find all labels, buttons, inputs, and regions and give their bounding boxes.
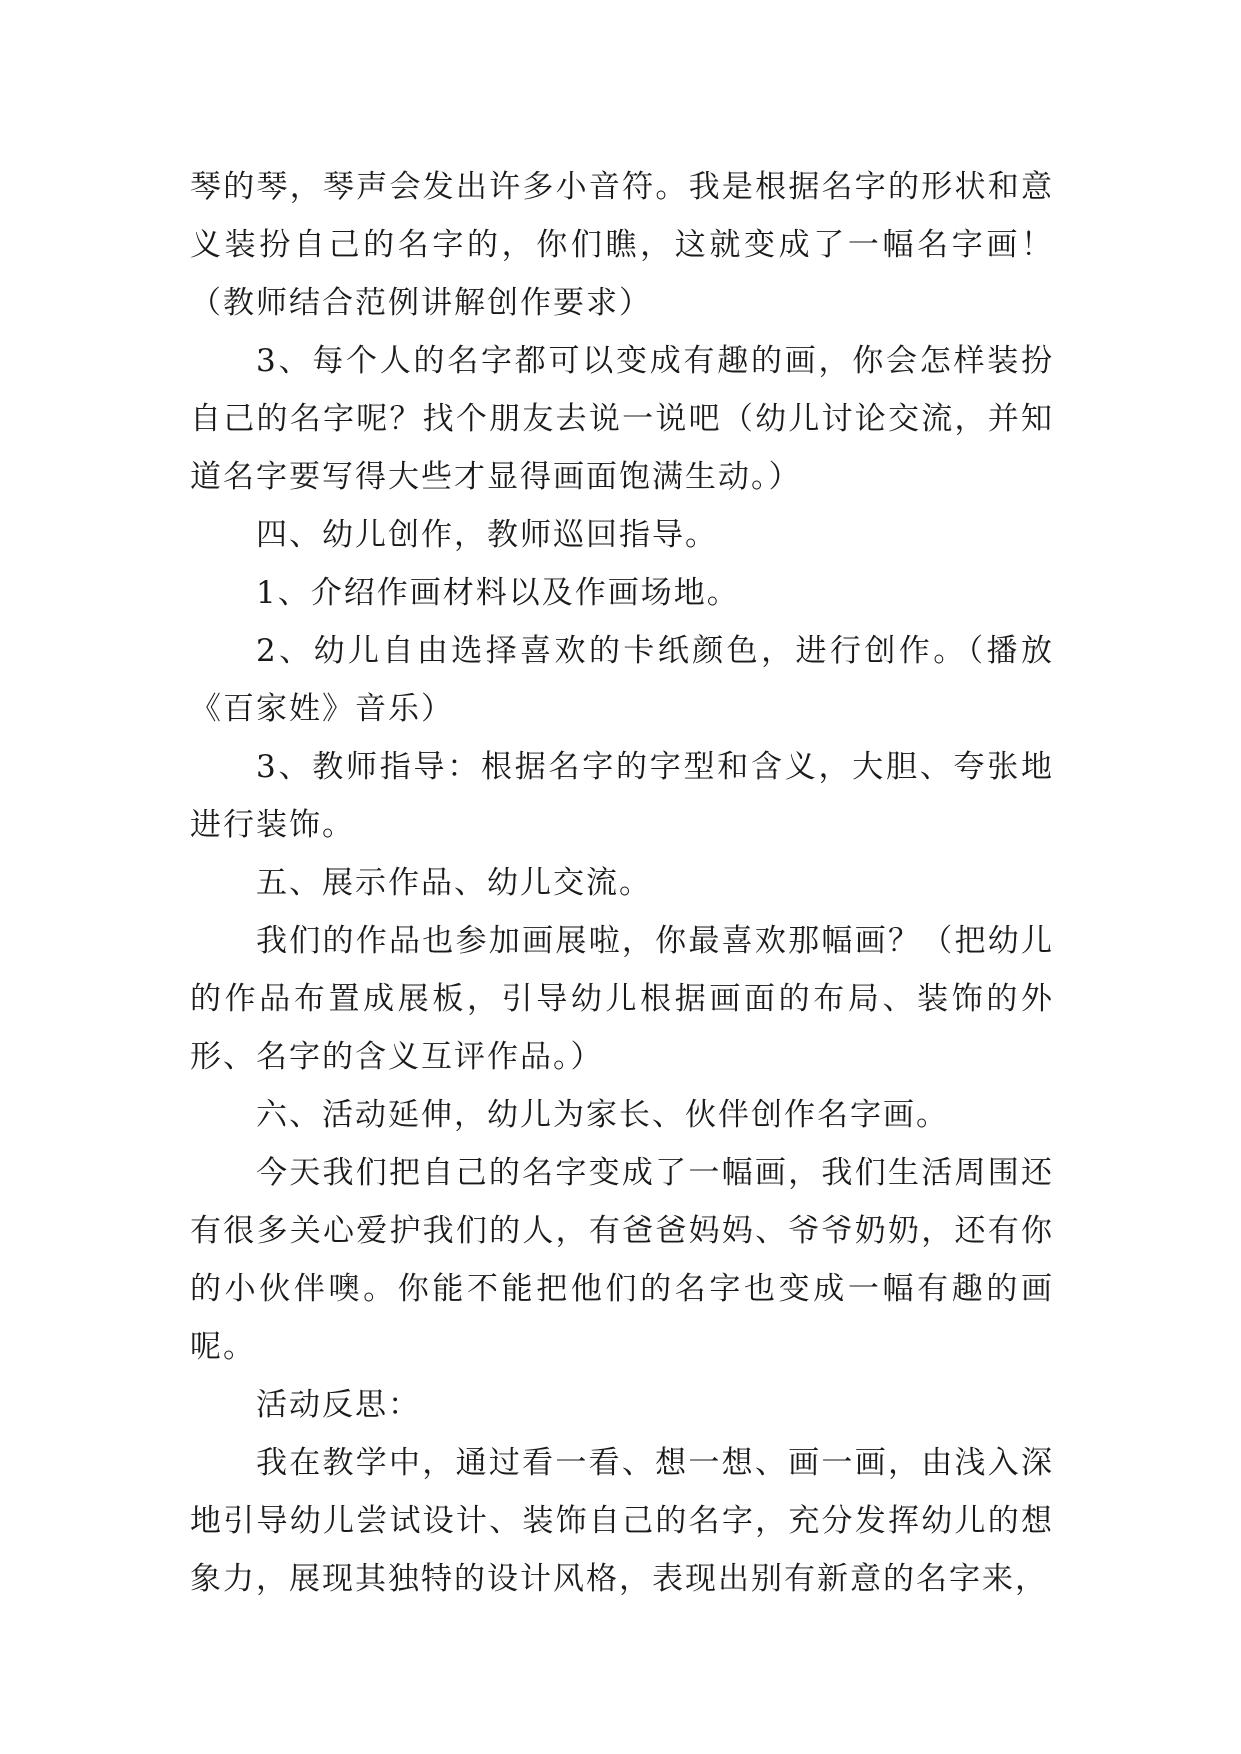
document-body bbox=[190, 158, 1054, 1608]
section-heading: 五、展示作品、幼儿交流。 bbox=[256, 865, 652, 901]
paragraph: 1、介绍作画材料以及作画场地。 bbox=[256, 575, 740, 611]
section-heading: 活动反思： bbox=[256, 1387, 421, 1423]
section-heading: 六、活动延伸，幼儿为家长、伙伴创作名字画。 bbox=[256, 1097, 949, 1133]
paragraph: 我在教学中，通过看一看、想一想、画一画，由浅入深地引导幼儿尝试设计、装饰自己的名字，充分发挥幼儿的想象力，展现其独特的设计风格，表现出别有新意的名字来， bbox=[190, 1445, 1054, 1597]
paragraph: 2、幼儿自由选择喜欢的卡纸颜色，进行创作。（播放《百家姓》音乐） bbox=[190, 633, 1054, 727]
paragraph: 3、每个人的名字都可以变成有趣的画，你会怎样装扮自己的名字呢？找个朋友去说一说吧（幼儿讨论交流，并知道名字要写得大些才显得画面饱满生动。） bbox=[190, 343, 1054, 495]
paragraph: 今天我们把自己的名字变成了一幅画，我们生活周围还有很多关心爱护我们的人，有爸爸妈妈、爷爷奶奶，还有你的小伙伴噢。你能不能把他们的名字也变成一幅有趣的画呢。 bbox=[190, 1155, 1054, 1365]
paragraph: 我们的作品也参加画展啦，你最喜欢那幅画？（把幼儿的作品布置成展板，引导幼儿根据画面的布局、装饰的外形、名字的含义互评作品。） bbox=[190, 923, 1054, 1075]
paragraph: 琴的琴，琴声会发出许多小音符。我是根据名字的形状和意义装扮自己的名字的，你们瞧，这就变成了一幅名字画！（教师结合范例讲解创作要求） bbox=[190, 169, 1054, 321]
paragraph: 3、教师指导：根据名字的字型和含义，大胆、夸张地进行装饰。 bbox=[190, 749, 1054, 843]
section-heading: 四、幼儿创作，教师巡回指导。 bbox=[256, 517, 718, 553]
